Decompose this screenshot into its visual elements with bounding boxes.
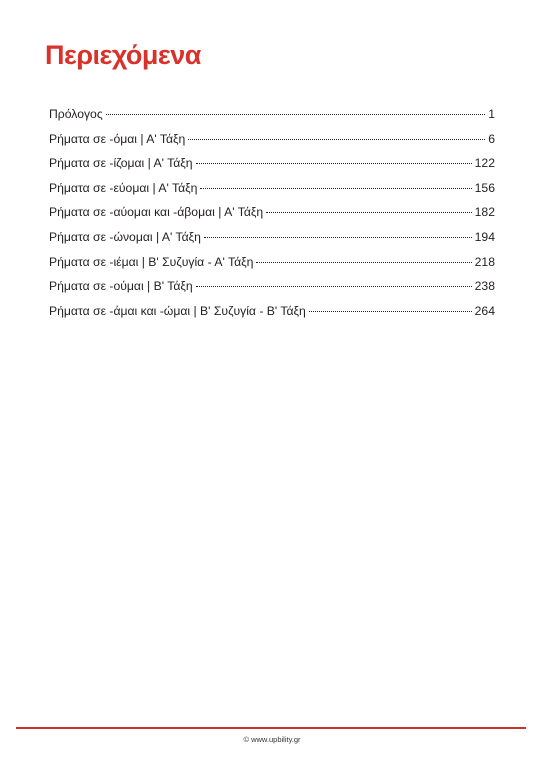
toc-entry-page: 264 [474,303,495,318]
toc-leader-dots [309,311,472,312]
toc-entry-page: 1 [488,107,495,121]
toc-entry-page: 218 [474,254,495,269]
toc-leader-dots [188,139,485,140]
toc-entry-page: 156 [474,180,495,195]
toc-entry[interactable] [49,274,495,299]
toc-entry-page: 122 [474,156,495,171]
toc-leader-dots [196,163,472,164]
toc-entry-page: 194 [474,229,495,244]
toc-entry[interactable] [49,250,495,275]
toc-entry-label: Ρήματα σε -όμαι | Α' Τάξη [49,131,186,146]
toc-entry-page: 238 [474,279,495,294]
page-title: Περιεχόμενα [45,40,201,70]
toc-leader-dots [106,114,486,115]
toc-entry-label: Ρήματα σε -ιέμαι | Β' Συζυγία - Α' Τάξη [49,254,254,269]
toc-leader-dots [196,286,472,287]
toc-entry-label: Ρήματα σε -αύομαι και -άβομαι | Α' Τάξη [49,205,264,220]
toc-entry-label: Ρήματα σε -ίζομαι | Α' Τάξη [49,156,193,171]
toc-entry[interactable] [49,151,495,176]
toc-leader-dots [266,212,472,213]
toc-entry-label: Ρήματα σε -εύομαι | Α' Τάξη [49,180,198,195]
toc-entry-label: Ρήματα σε -ούμαι | Β' Τάξη [49,279,193,294]
footer-divider [16,727,526,729]
toc-entry[interactable] [49,102,495,127]
toc-entry-page: 182 [474,205,495,220]
table-of-contents [49,102,495,323]
toc-entry-label: Ρήματα σε -άμαι και -ώμαι | Β' Συζυγία - Β' Τάξη [49,303,306,318]
toc-entry[interactable] [49,225,495,250]
toc-leader-dots [256,262,471,263]
toc-leader-dots [200,188,471,189]
toc-entry-label: Ρήματα σε -ώνομαι | Α' Τάξη [49,229,201,244]
toc-entry[interactable] [49,176,495,201]
toc-entry[interactable] [49,299,495,324]
toc-leader-dots [204,237,472,238]
toc-entry[interactable] [49,200,495,225]
toc-entry[interactable] [49,127,495,152]
toc-entry-page: 6 [488,131,495,146]
footer-copyright: © www.upbility.gr [243,735,301,744]
toc-entry-label: Πρόλογος [49,107,103,121]
